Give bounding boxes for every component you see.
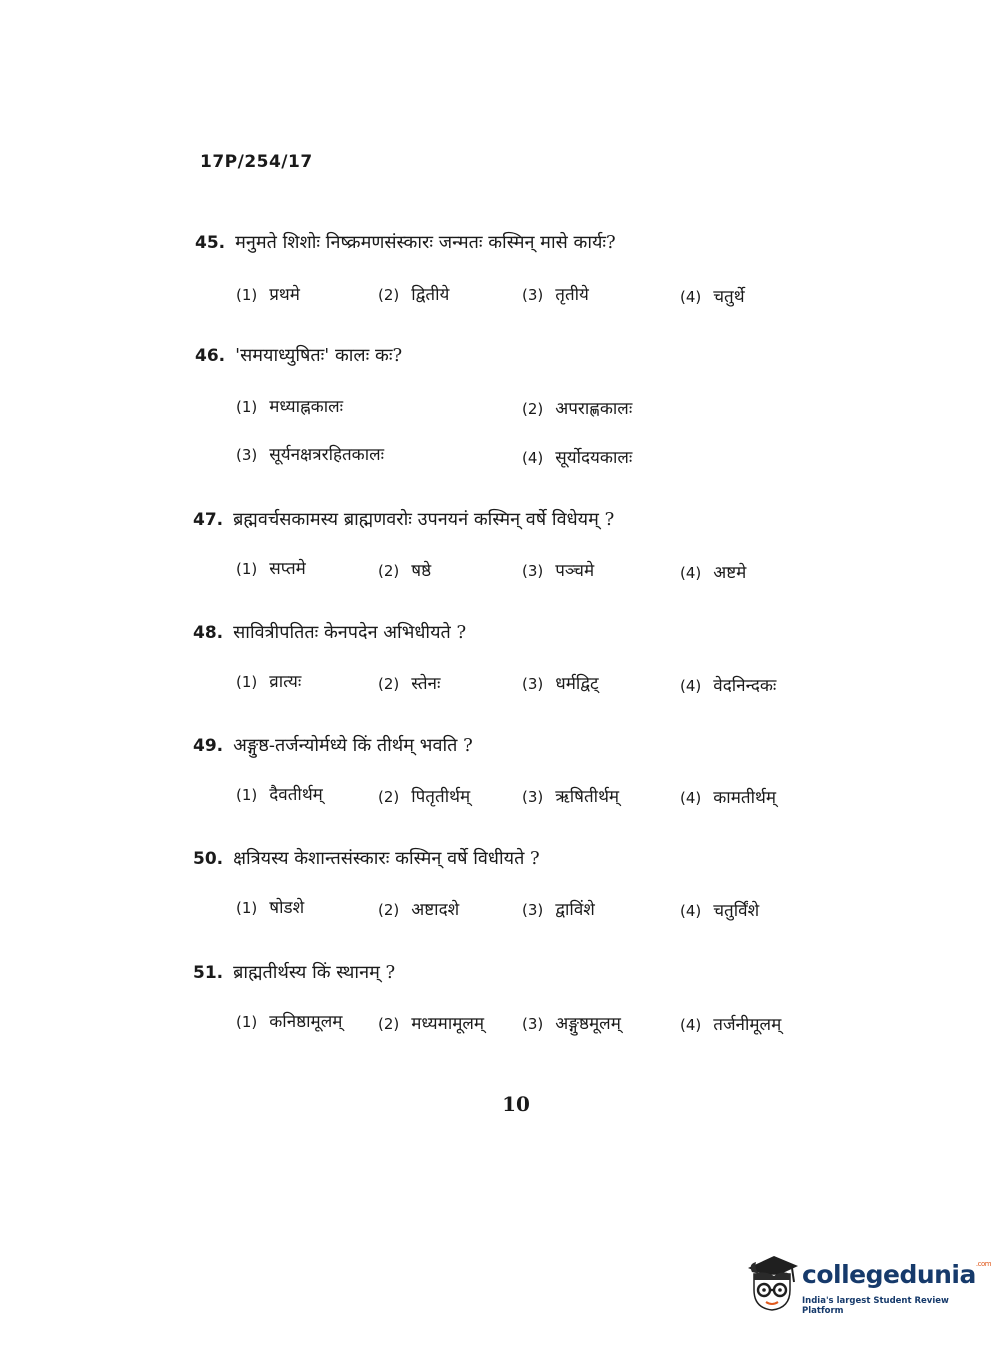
option-text: पञ्चमे <box>555 561 595 581</box>
question-number: 48. <box>193 623 224 643</box>
option-1 <box>236 1009 342 1032</box>
question-text: क्षत्रियस्य केशान्तसंस्कारः कस्मिन् वर्षे विधीयते ? <box>233 848 540 869</box>
option-4 <box>680 284 745 307</box>
option-number: (4) <box>680 288 702 306</box>
page-number: 10 <box>502 1092 530 1116</box>
option-text: द्वाविंशे <box>555 900 595 920</box>
option-text: अङ्गुष्ठमूलम् <box>555 1014 621 1034</box>
option-number: (2) <box>378 562 400 580</box>
question-number: 50. <box>193 849 224 869</box>
logo-wordmark <box>802 1260 991 1289</box>
option-3 <box>522 784 619 807</box>
option-1 <box>236 556 306 579</box>
option-3 <box>522 1011 621 1034</box>
question-text-line <box>193 507 614 531</box>
option-number: (2) <box>378 901 400 919</box>
option-4 <box>522 445 632 468</box>
option-number: (4) <box>680 677 702 695</box>
option-number: (2) <box>522 400 544 418</box>
option-3 <box>236 442 384 465</box>
option-2 <box>378 282 449 305</box>
option-number: (3) <box>522 788 544 806</box>
option-3 <box>522 558 594 581</box>
option-number: (2) <box>378 286 400 304</box>
mascot-icon <box>744 1250 800 1314</box>
option-1 <box>236 669 301 692</box>
option-number: (3) <box>236 446 258 464</box>
option-4 <box>680 785 776 808</box>
option-2 <box>378 671 440 694</box>
option-number: (4) <box>522 449 544 467</box>
question-text-line <box>193 620 466 644</box>
option-text: षोडशे <box>269 898 305 918</box>
option-2 <box>378 897 459 920</box>
option-1 <box>236 895 304 918</box>
option-text: व्रात्यः <box>269 672 302 692</box>
option-1 <box>236 282 300 305</box>
option-number: (3) <box>522 1015 544 1033</box>
option-4 <box>680 673 776 696</box>
option-text: तर्जनीमूलम् <box>713 1015 782 1035</box>
question-text-line <box>193 846 540 870</box>
question-text-line <box>195 230 616 254</box>
option-4 <box>680 560 746 583</box>
option-number: (3) <box>522 286 544 304</box>
option-number: (1) <box>236 899 258 917</box>
option-text: अपराह्णकालः <box>555 399 633 419</box>
option-number: (2) <box>378 675 400 693</box>
option-number: (4) <box>680 1016 702 1034</box>
question-text: अङ्गुष्ठ-तर्जन्योर्मध्ये किं तीर्थम् भवति ? <box>233 735 473 756</box>
option-4 <box>680 898 759 921</box>
option-text: अष्टमे <box>713 563 747 583</box>
option-text: तृतीये <box>555 285 589 305</box>
option-text: चतुर्विंशे <box>713 901 760 921</box>
option-text: सूर्योदयकालः <box>555 448 633 468</box>
option-3 <box>522 897 595 920</box>
option-text: द्वितीये <box>411 285 450 305</box>
option-text: पितृतीर्थम् <box>411 787 471 807</box>
option-3 <box>522 282 589 305</box>
option-number: (1) <box>236 398 258 416</box>
question-number: 47. <box>193 510 224 530</box>
option-number: (4) <box>680 789 702 807</box>
option-3 <box>522 671 599 694</box>
option-text: स्तेनः <box>411 674 441 694</box>
option-number: (1) <box>236 786 258 804</box>
option-number: (1) <box>236 673 258 691</box>
question-text: ब्राह्मतीर्थस्य किं स्थानम् ? <box>233 962 396 983</box>
question-number: 51. <box>193 963 224 983</box>
option-text: वेदनिन्दकः <box>713 676 777 696</box>
question-number: 49. <box>193 736 224 756</box>
option-2 <box>378 1011 484 1034</box>
option-number: (3) <box>522 562 544 580</box>
option-number: (1) <box>236 560 258 578</box>
question-text: ब्रह्मवर्चसकामस्य ब्राह्मणवरोः उपनयनं कस्मिन् वर्षे विधेयम् ? <box>233 509 615 530</box>
option-text: प्रथमे <box>269 285 300 305</box>
option-text: मध्यमामूलम् <box>411 1014 485 1034</box>
option-text: कनिष्ठामूलम् <box>269 1012 343 1032</box>
question-number: 46. <box>195 346 226 366</box>
option-text: धर्मद्विट् <box>555 674 599 694</box>
option-4 <box>680 1012 781 1035</box>
option-text: अष्टादशे <box>411 900 460 920</box>
logo-tagline: India's largest Student Review Platform <box>802 1296 949 1316</box>
option-text: दैवतीर्थम् <box>269 785 323 805</box>
question-number: 45. <box>195 233 226 253</box>
paper-code: 17P/254/17 <box>200 152 313 172</box>
question-text-line <box>193 733 473 757</box>
option-number: (4) <box>680 902 702 920</box>
option-2 <box>522 396 632 419</box>
collegedunia-logo[interactable] <box>744 1250 992 1316</box>
option-text: चतुर्थे <box>713 287 745 307</box>
option-number: (4) <box>680 564 702 582</box>
option-1 <box>236 782 323 805</box>
logo-suffix: .com <box>975 1260 992 1268</box>
option-1 <box>236 394 343 417</box>
question-text: 'समयाध्युषितः' कालः कः? <box>235 345 403 366</box>
option-number: (1) <box>236 286 258 304</box>
option-number: (3) <box>522 901 544 919</box>
question-text: मनुमते शिशोः निष्क्रमणसंस्कारः जन्मतः कस्मिन् मासे कार्यः? <box>235 232 616 253</box>
option-2 <box>378 784 470 807</box>
option-text: मध्याह्नकालः <box>269 397 344 417</box>
option-number: (1) <box>236 1013 258 1031</box>
option-text: षष्ठे <box>411 561 432 581</box>
option-2 <box>378 558 431 581</box>
option-text: ऋषितीर्थम् <box>555 787 620 807</box>
option-text: कामतीर्थम् <box>713 788 776 808</box>
question-text-line <box>195 343 402 367</box>
option-text: सप्तमे <box>269 559 306 579</box>
question-text-line <box>193 960 395 984</box>
option-number: (2) <box>378 788 400 806</box>
option-number: (3) <box>522 675 544 693</box>
logo-name: collegedunia <box>802 1260 976 1289</box>
option-text: सूर्यनक्षत्ररहितकालः <box>269 445 385 465</box>
question-text: सावित्रीपतितः केनपदेन अभिधीयते ? <box>233 622 467 643</box>
option-number: (2) <box>378 1015 400 1033</box>
